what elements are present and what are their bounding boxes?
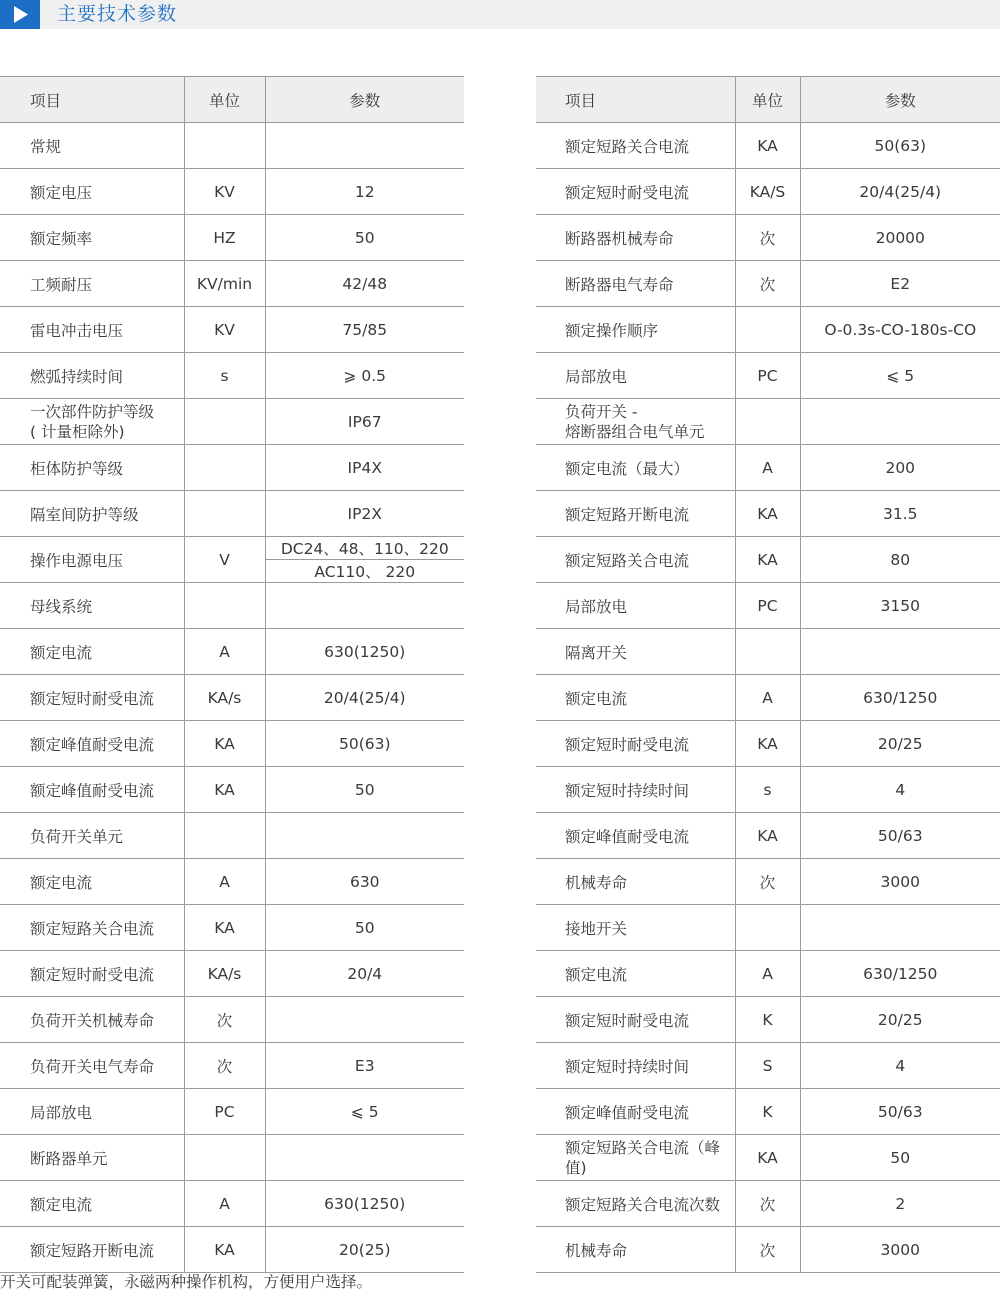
cell-unit	[735, 307, 800, 353]
table-row	[0, 169, 464, 215]
cell-item: 操作电源电压	[0, 537, 184, 583]
cell-item: 额定操作顺序	[536, 307, 735, 353]
cell-line: 负荷开关 -	[565, 402, 638, 421]
table-row	[536, 629, 1000, 675]
cell-param: 75/85	[265, 307, 464, 353]
cell-item: 负荷开关单元	[0, 813, 184, 859]
table-row	[536, 721, 1000, 767]
cell-unit	[184, 445, 265, 491]
table-row	[0, 1043, 464, 1089]
table-row	[0, 307, 464, 353]
table-row	[536, 1089, 1000, 1135]
cell-item: 母线系统	[0, 583, 184, 629]
cell-param: IP4X	[265, 445, 464, 491]
table-row	[536, 169, 1000, 215]
cell-param	[265, 537, 464, 583]
table-row	[536, 445, 1000, 491]
table-row	[536, 1227, 1000, 1273]
cell-param	[265, 583, 464, 629]
table-row	[0, 537, 464, 583]
cell-param: ⩽ 5	[800, 353, 1000, 399]
cell-item: 局部放电	[536, 583, 735, 629]
cell-unit: KA/S	[735, 169, 800, 215]
table-row	[536, 537, 1000, 583]
table-row	[0, 767, 464, 813]
cell-line: 额定短路关合电流（峰	[565, 1138, 721, 1157]
cell-unit: KA	[735, 491, 800, 537]
cell-item: 额定短时持续时间	[536, 767, 735, 813]
cell-param: IP67	[265, 399, 464, 445]
table-header-row	[536, 77, 1000, 123]
cell-unit: KA	[735, 537, 800, 583]
cell-line: 值)	[565, 1158, 587, 1177]
section-header	[0, 0, 1000, 29]
cell-unit	[184, 813, 265, 859]
play-triangle-icon	[13, 5, 29, 24]
cell-unit: KA	[184, 905, 265, 951]
cell-param: 20/25	[800, 721, 1000, 767]
table-row	[536, 675, 1000, 721]
cell-unit: KA	[184, 721, 265, 767]
cell-item	[536, 399, 735, 445]
cell-unit: KA	[184, 1227, 265, 1273]
cell-item: 额定短路关合电流	[536, 537, 735, 583]
cell-item	[536, 1135, 735, 1181]
cell-unit: KA/s	[184, 951, 265, 997]
cell-param: 12	[265, 169, 464, 215]
cell-param: 20000	[800, 215, 1000, 261]
cell-item: 燃弧持续时间	[0, 353, 184, 399]
cell-unit: V	[184, 537, 265, 583]
cell-param: 630	[265, 859, 464, 905]
cell-line: ( 计量柜除外)	[30, 422, 125, 441]
cell-item: 隔室间防护等级	[0, 491, 184, 537]
cell-item: 额定短时耐受电流	[0, 951, 184, 997]
cell-param: 630/1250	[800, 951, 1000, 997]
cell-unit: A	[735, 445, 800, 491]
cell-unit	[735, 399, 800, 445]
cell-item: 额定短路开断电流	[536, 491, 735, 537]
table-row	[536, 859, 1000, 905]
cell-unit	[184, 583, 265, 629]
cell-param: ⩾ 0.5	[265, 353, 464, 399]
cell-param: 50/63	[800, 813, 1000, 859]
cell-item: 额定短路关合电流	[536, 123, 735, 169]
cell-item: 断路器机械寿命	[536, 215, 735, 261]
table-row	[0, 905, 464, 951]
cell-item: 额定短路开断电流	[0, 1227, 184, 1273]
cell-param: 20(25)	[265, 1227, 464, 1273]
cell-param	[800, 905, 1000, 951]
cell-unit: s	[735, 767, 800, 813]
cell-param: E3	[265, 1043, 464, 1089]
table-row	[0, 353, 464, 399]
cell-item: 柜体防护等级	[0, 445, 184, 491]
cell-unit: A	[735, 951, 800, 997]
header-param: 参数	[800, 77, 1000, 123]
header-unit: 单位	[184, 77, 265, 123]
cell-param: 20/4(25/4)	[800, 169, 1000, 215]
cell-param: 4	[800, 767, 1000, 813]
header-item: 项目	[0, 77, 184, 123]
cell-item: 额定短路关合电流次数	[536, 1181, 735, 1227]
cell-item: 额定短时耐受电流	[536, 169, 735, 215]
section-marker	[0, 0, 40, 29]
cell-param: 50	[265, 905, 464, 951]
cell-unit: PC	[184, 1089, 265, 1135]
cell-param: 50	[800, 1135, 1000, 1181]
cell-unit: KV	[184, 169, 265, 215]
header-item: 项目	[536, 77, 735, 123]
cell-unit: K	[735, 997, 800, 1043]
table-row	[536, 767, 1000, 813]
table-row	[536, 215, 1000, 261]
cell-item: 额定频率	[0, 215, 184, 261]
cell-unit: KA/s	[184, 675, 265, 721]
cell-item: 工频耐压	[0, 261, 184, 307]
cell-unit	[735, 905, 800, 951]
table-row	[0, 491, 464, 537]
cell-unit: PC	[735, 353, 800, 399]
cell-unit: A	[184, 1181, 265, 1227]
cell-unit: A	[735, 675, 800, 721]
cell-param: 3000	[800, 859, 1000, 905]
cell-param: 50(63)	[800, 123, 1000, 169]
section-title: 主要技术参数	[57, 3, 178, 25]
cell-unit: A	[184, 629, 265, 675]
cell-unit: PC	[735, 583, 800, 629]
cell-unit: 次	[735, 215, 800, 261]
cell-param: 50(63)	[265, 721, 464, 767]
cell-item: 额定短时耐受电流	[0, 675, 184, 721]
right-spec-table	[536, 76, 1000, 1273]
cell-param: 20/4	[265, 951, 464, 997]
cell-unit	[735, 629, 800, 675]
cell-item: 额定电压	[0, 169, 184, 215]
table-row	[0, 675, 464, 721]
cell-item: 局部放电	[536, 353, 735, 399]
table-row	[0, 1227, 464, 1273]
cell-unit: 次	[735, 1227, 800, 1273]
cell-param: 20/4(25/4)	[265, 675, 464, 721]
cell-unit: HZ	[184, 215, 265, 261]
table-row	[536, 951, 1000, 997]
cell-param	[265, 123, 464, 169]
table-row	[0, 261, 464, 307]
cell-unit: KV/min	[184, 261, 265, 307]
cell-param	[265, 997, 464, 1043]
cell-param: E2	[800, 261, 1000, 307]
cell-param: 200	[800, 445, 1000, 491]
cell-unit: KA	[184, 767, 265, 813]
cell-param	[800, 399, 1000, 445]
table-header-row	[0, 77, 464, 123]
cell-unit: KV	[184, 307, 265, 353]
cell-item: 额定电流	[0, 1181, 184, 1227]
cell-item: 额定电流	[536, 951, 735, 997]
cell-param: O-0.3s-CO-180s-CO	[800, 307, 1000, 353]
cell-unit: KA	[735, 1135, 800, 1181]
cell-param: 50	[265, 215, 464, 261]
cell-unit: K	[735, 1089, 800, 1135]
cell-unit: 次	[735, 1181, 800, 1227]
cell-item: 额定短路关合电流	[0, 905, 184, 951]
cell-unit: A	[184, 859, 265, 905]
cell-unit	[184, 491, 265, 537]
table-row	[0, 399, 464, 445]
table-row	[0, 721, 464, 767]
cell-param: IP2X	[265, 491, 464, 537]
cell-param	[800, 629, 1000, 675]
cell-unit: KA	[735, 721, 800, 767]
cell-item: 额定电流	[536, 675, 735, 721]
table-row	[536, 1043, 1000, 1089]
cell-item: 机械寿命	[536, 1227, 735, 1273]
cell-item: 接地开关	[536, 905, 735, 951]
cell-item: 额定短时持续时间	[536, 1043, 735, 1089]
split-line-bottom: AC110、 220	[314, 563, 416, 581]
cell-param: 50/63	[800, 1089, 1000, 1135]
table-row	[536, 491, 1000, 537]
table-row	[536, 261, 1000, 307]
cell-param: 3150	[800, 583, 1000, 629]
cell-unit: 次	[184, 997, 265, 1043]
cell-unit	[184, 1135, 265, 1181]
cell-item: 雷电冲击电压	[0, 307, 184, 353]
cell-item: 额定峰值耐受电流	[0, 767, 184, 813]
table-row	[0, 859, 464, 905]
cell-param: ⩽ 5	[265, 1089, 464, 1135]
cell-item: 常规	[0, 123, 184, 169]
cell-param	[265, 1135, 464, 1181]
cell-unit: 次	[184, 1043, 265, 1089]
cell-item: 隔离开关	[536, 629, 735, 675]
cell-param: 630/1250	[800, 675, 1000, 721]
cell-unit: s	[184, 353, 265, 399]
cell-item: 额定短时耐受电流	[536, 721, 735, 767]
table-row	[536, 1181, 1000, 1227]
table-row	[536, 583, 1000, 629]
table-row	[536, 399, 1000, 445]
cell-param: 2	[800, 1181, 1000, 1227]
cell-param: 630(1250)	[265, 1181, 464, 1227]
table-row	[536, 307, 1000, 353]
cell-param: 630(1250)	[265, 629, 464, 675]
table-row	[0, 951, 464, 997]
footnote: 开关可配装弹簧，永磁两种操作机构，方便用户选择。	[0, 1273, 373, 1291]
table-row	[0, 445, 464, 491]
cell-unit: S	[735, 1043, 800, 1089]
cell-item: 额定峰值耐受电流	[536, 1089, 735, 1135]
table-row	[0, 1089, 464, 1135]
table-row	[536, 123, 1000, 169]
cell-item: 额定峰值耐受电流	[536, 813, 735, 859]
table-row	[0, 997, 464, 1043]
table-row	[0, 583, 464, 629]
split-cell	[266, 537, 465, 582]
table-row	[536, 353, 1000, 399]
cell-unit: 次	[735, 859, 800, 905]
split-line-top: DC24、48、110、220	[266, 537, 465, 560]
cell-param	[265, 813, 464, 859]
table-row	[0, 1135, 464, 1181]
table-row	[536, 997, 1000, 1043]
cell-line: 一次部件防护等级	[30, 402, 155, 421]
cell-param: 20/25	[800, 997, 1000, 1043]
cell-param: 3000	[800, 1227, 1000, 1273]
cell-param: 80	[800, 537, 1000, 583]
table-row	[0, 629, 464, 675]
table-row	[536, 905, 1000, 951]
header-unit: 单位	[735, 77, 800, 123]
cell-param: 50	[265, 767, 464, 813]
cell-item: 额定电流	[0, 859, 184, 905]
cell-item: 机械寿命	[536, 859, 735, 905]
cell-item: 额定短时耐受电流	[536, 997, 735, 1043]
cell-param: 4	[800, 1043, 1000, 1089]
cell-item: 额定峰值耐受电流	[0, 721, 184, 767]
table-row	[536, 813, 1000, 859]
cell-item	[0, 399, 184, 445]
cell-unit	[184, 123, 265, 169]
cell-item: 局部放电	[0, 1089, 184, 1135]
left-spec-table	[0, 76, 464, 1273]
cell-unit: KA	[735, 123, 800, 169]
table-row	[536, 1135, 1000, 1181]
table-row	[0, 1181, 464, 1227]
cell-item: 断路器电气寿命	[536, 261, 735, 307]
cell-unit: KA	[735, 813, 800, 859]
cell-item: 额定电流	[0, 629, 184, 675]
cell-line: 熔断器组合电气单元	[565, 422, 705, 441]
cell-unit: 次	[735, 261, 800, 307]
cell-item: 负荷开关机械寿命	[0, 997, 184, 1043]
cell-item: 断路器单元	[0, 1135, 184, 1181]
table-row	[0, 813, 464, 859]
cell-item: 额定电流（最大）	[536, 445, 735, 491]
table-row	[0, 215, 464, 261]
cell-item: 负荷开关电气寿命	[0, 1043, 184, 1089]
table-row	[0, 123, 464, 169]
cell-unit	[184, 399, 265, 445]
header-param: 参数	[265, 77, 464, 123]
cell-param: 31.5	[800, 491, 1000, 537]
cell-param: 42/48	[265, 261, 464, 307]
